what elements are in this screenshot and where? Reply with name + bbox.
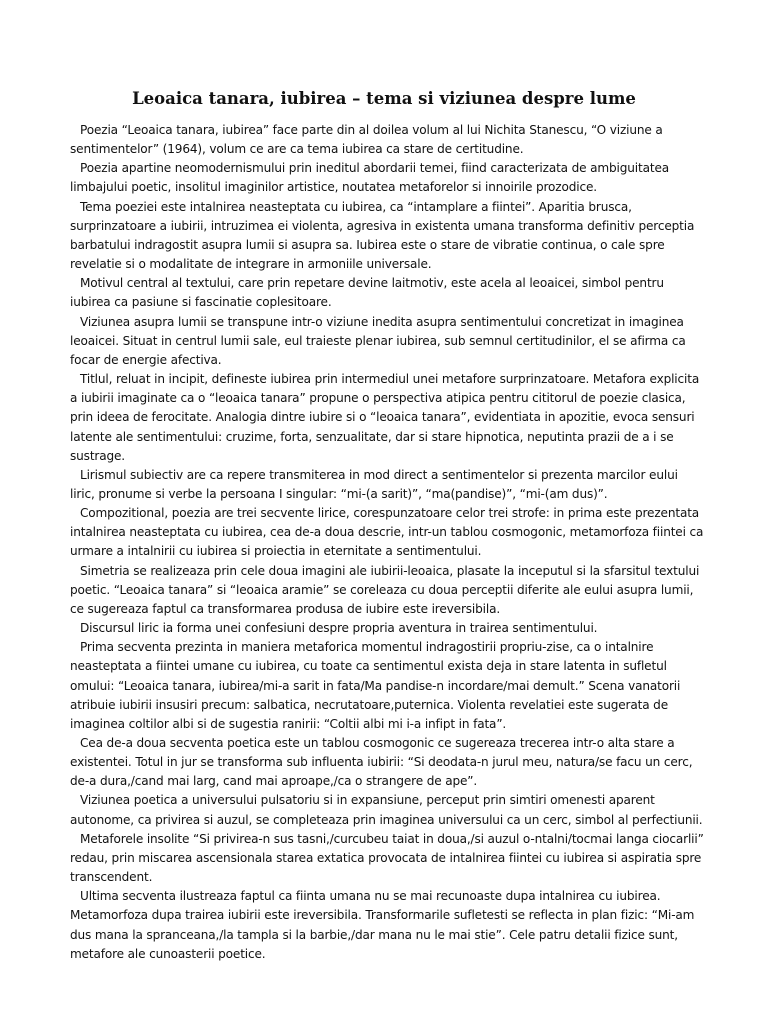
paragraph: Compozitional, poezia are trei secvente lirice, corespunzatoare celor trei strofe: in prima este prezentata intalnirea neasteptata cu iubirea, cea de-a doua descrie, intr-un tablou cosmogonic, metamorfoza fiintei ca urmare a intalnirii cu iubirea si proiectia in eternitate a sentimentului. [70, 506, 704, 559]
paragraph: Motivul central al textului, care prin repetare devine laitmotiv, este acela al leoaicei, simbol pentru iubirea ca pasiune si fascinatie coplesitoare. [70, 276, 664, 310]
paragraph: Viziunea asupra lumii se transpune intr-o viziune inedita asupra sentimentului concretizat in imaginea leoaicei. Situat in centrul lumii sale, eul traieste plenar iubirea, sub semnul certitudinilor, el se afirma ca focar de energie afectiva. [70, 314, 686, 367]
paragraph: Prima secventa prezinta in maniera metaforica momentul indragostirii propriu-zise, ca o intalnire neasteptata a fiintei umane cu iubirea, cu toate ca sentimentul exista deja in stare latenta in sufletul omului: “Leoaica tanara, iubirea/mi-a sarit in fata/Ma pandise-n incordare/mai demult.” Scena vanatorii atribuie iubirii insusiri precum: salbatica, necrutatoare,puternica. Violenta revelatiei este sugerata de imaginea coltilor albi si de sugestia ranirii: “Coltii albi mi i-a infipt in fata”. [70, 640, 681, 731]
paragraph: Cea de-a doua secventa poetica este un tablou cosmogonic ce sugereaza trecerea intr-o alta stare a existentei. Totul in jur se transforma sub influenta iubirii: “Si deodata-n jurul meu, natura/se facu un cerc, de-a dura,/cand mai larg, cand mai aproape,/ca o strangere de ape”. [70, 736, 693, 789]
paragraph: Lirismul subiectiv are ca repere transmiterea in mod direct a sentimentelor si prezenta marcilor eului liric, pronume si verbe la persoana I singular: “mi-(a sarit)”, “ma(pandise)”, “mi-(am dus)”. [70, 467, 678, 501]
paragraph: Metaforele insolite “Si privirea-n sus tasni,/curcubeu taiat in doua,/si auzul o-ntalni/tocmai langa ciocarlii” redau, prin miscarea ascensionala starea extatica provocata de intalnirea fiintei cu iubirea si aspiratia spre transcendent. [70, 831, 704, 885]
paragraph: Ultima secventa ilustreaza faptul ca fiinta umana nu se mai recunoaste dupa intalnirea cu iubirea. Metamorfoza dupa trairea iubirii este ireversibila. Transformarile sufletesti se reflecta in plan fizic: “Mi-am dus mana la spranceana,/la tampla si la barbie,/dar mana nu le mai stie”. Cele patru detalii fizice sunt, metafore ale cunoasterii poetice. [70, 889, 695, 961]
document-title: Leoaica tanara, iubirea – tema si viziunea despre lume [132, 89, 636, 108]
paragraph: Viziunea poetica a universului pulsatoriu si in expansiune, perceput prin simtiri omenesti aparent autonome, ca privirea si auzul, se completeaza prin imaginea universului ca un cerc, simbol al perfectiunii. [70, 793, 703, 827]
paragraph: Simetria se realizeaza prin cele doua imagini ale iubirii-leoaica, plasate la inceputul si la sfarsitul textului poetic. “Leoaica tanara” si “leoaica aramie” se coreleaza cu doua perceptii diferite ale eului asupra lumii, ce sugereaza faptul ca transformarea produsa de iubire este ireversibila. [70, 563, 700, 616]
paragraph: Poezia apartine neomodernismului prin ineditul abordarii temei, fiind caracterizata de ambiguitatea limbajului poetic, insolitul imaginilor artistice, noutatea metaforelor si innoirile prozodice. [70, 161, 670, 195]
paragraph: Poezia “Leoaica tanara, iubirea” face parte din al doilea volum al lui Nichita Stanescu, “O viziune a sentimentelor” (1964), volum ce are ca tema iubirea ca stare de certitudine. [70, 123, 663, 157]
paragraph: Tema poeziei este intalnirea neasteptata cu iubirea, ca “intamplare a fiintei”. Aparitia brusca, surprinzatoare a iubirii, intruzimea ei violenta, agresiva in existenta umana transforma definitiv perceptia barbatului indragostit asupra lumii si asupra sa. Iubirea este o stare de vibratie continua, o cale spre revelatie si o modalitate de integrare in armoniile universale. [70, 199, 695, 272]
document-body [70, 121, 704, 964]
paragraph: Titlul, reluat in incipit, defineste iubirea prin intermediul unei metafore surprinzatoare. Metafora explicita a iubirii imaginate ca o “leoaica tanara” propune o perspectiva atipica pentru cititorul de poezie clasica, prin ideea de ferocitate. Analogia dintre iubire si o “leoaica tanara”, evidentiata in apozitie, evoca sensuri latente ale sentimentului: cruzime, forta, senzualitate, dar si stare hipnotica, neputinta prazii de a i se sustrage. [70, 372, 700, 463]
paragraph: Discursul liric ia forma unei confesiuni despre propria aventura in trairea sentimentului. [80, 621, 598, 636]
